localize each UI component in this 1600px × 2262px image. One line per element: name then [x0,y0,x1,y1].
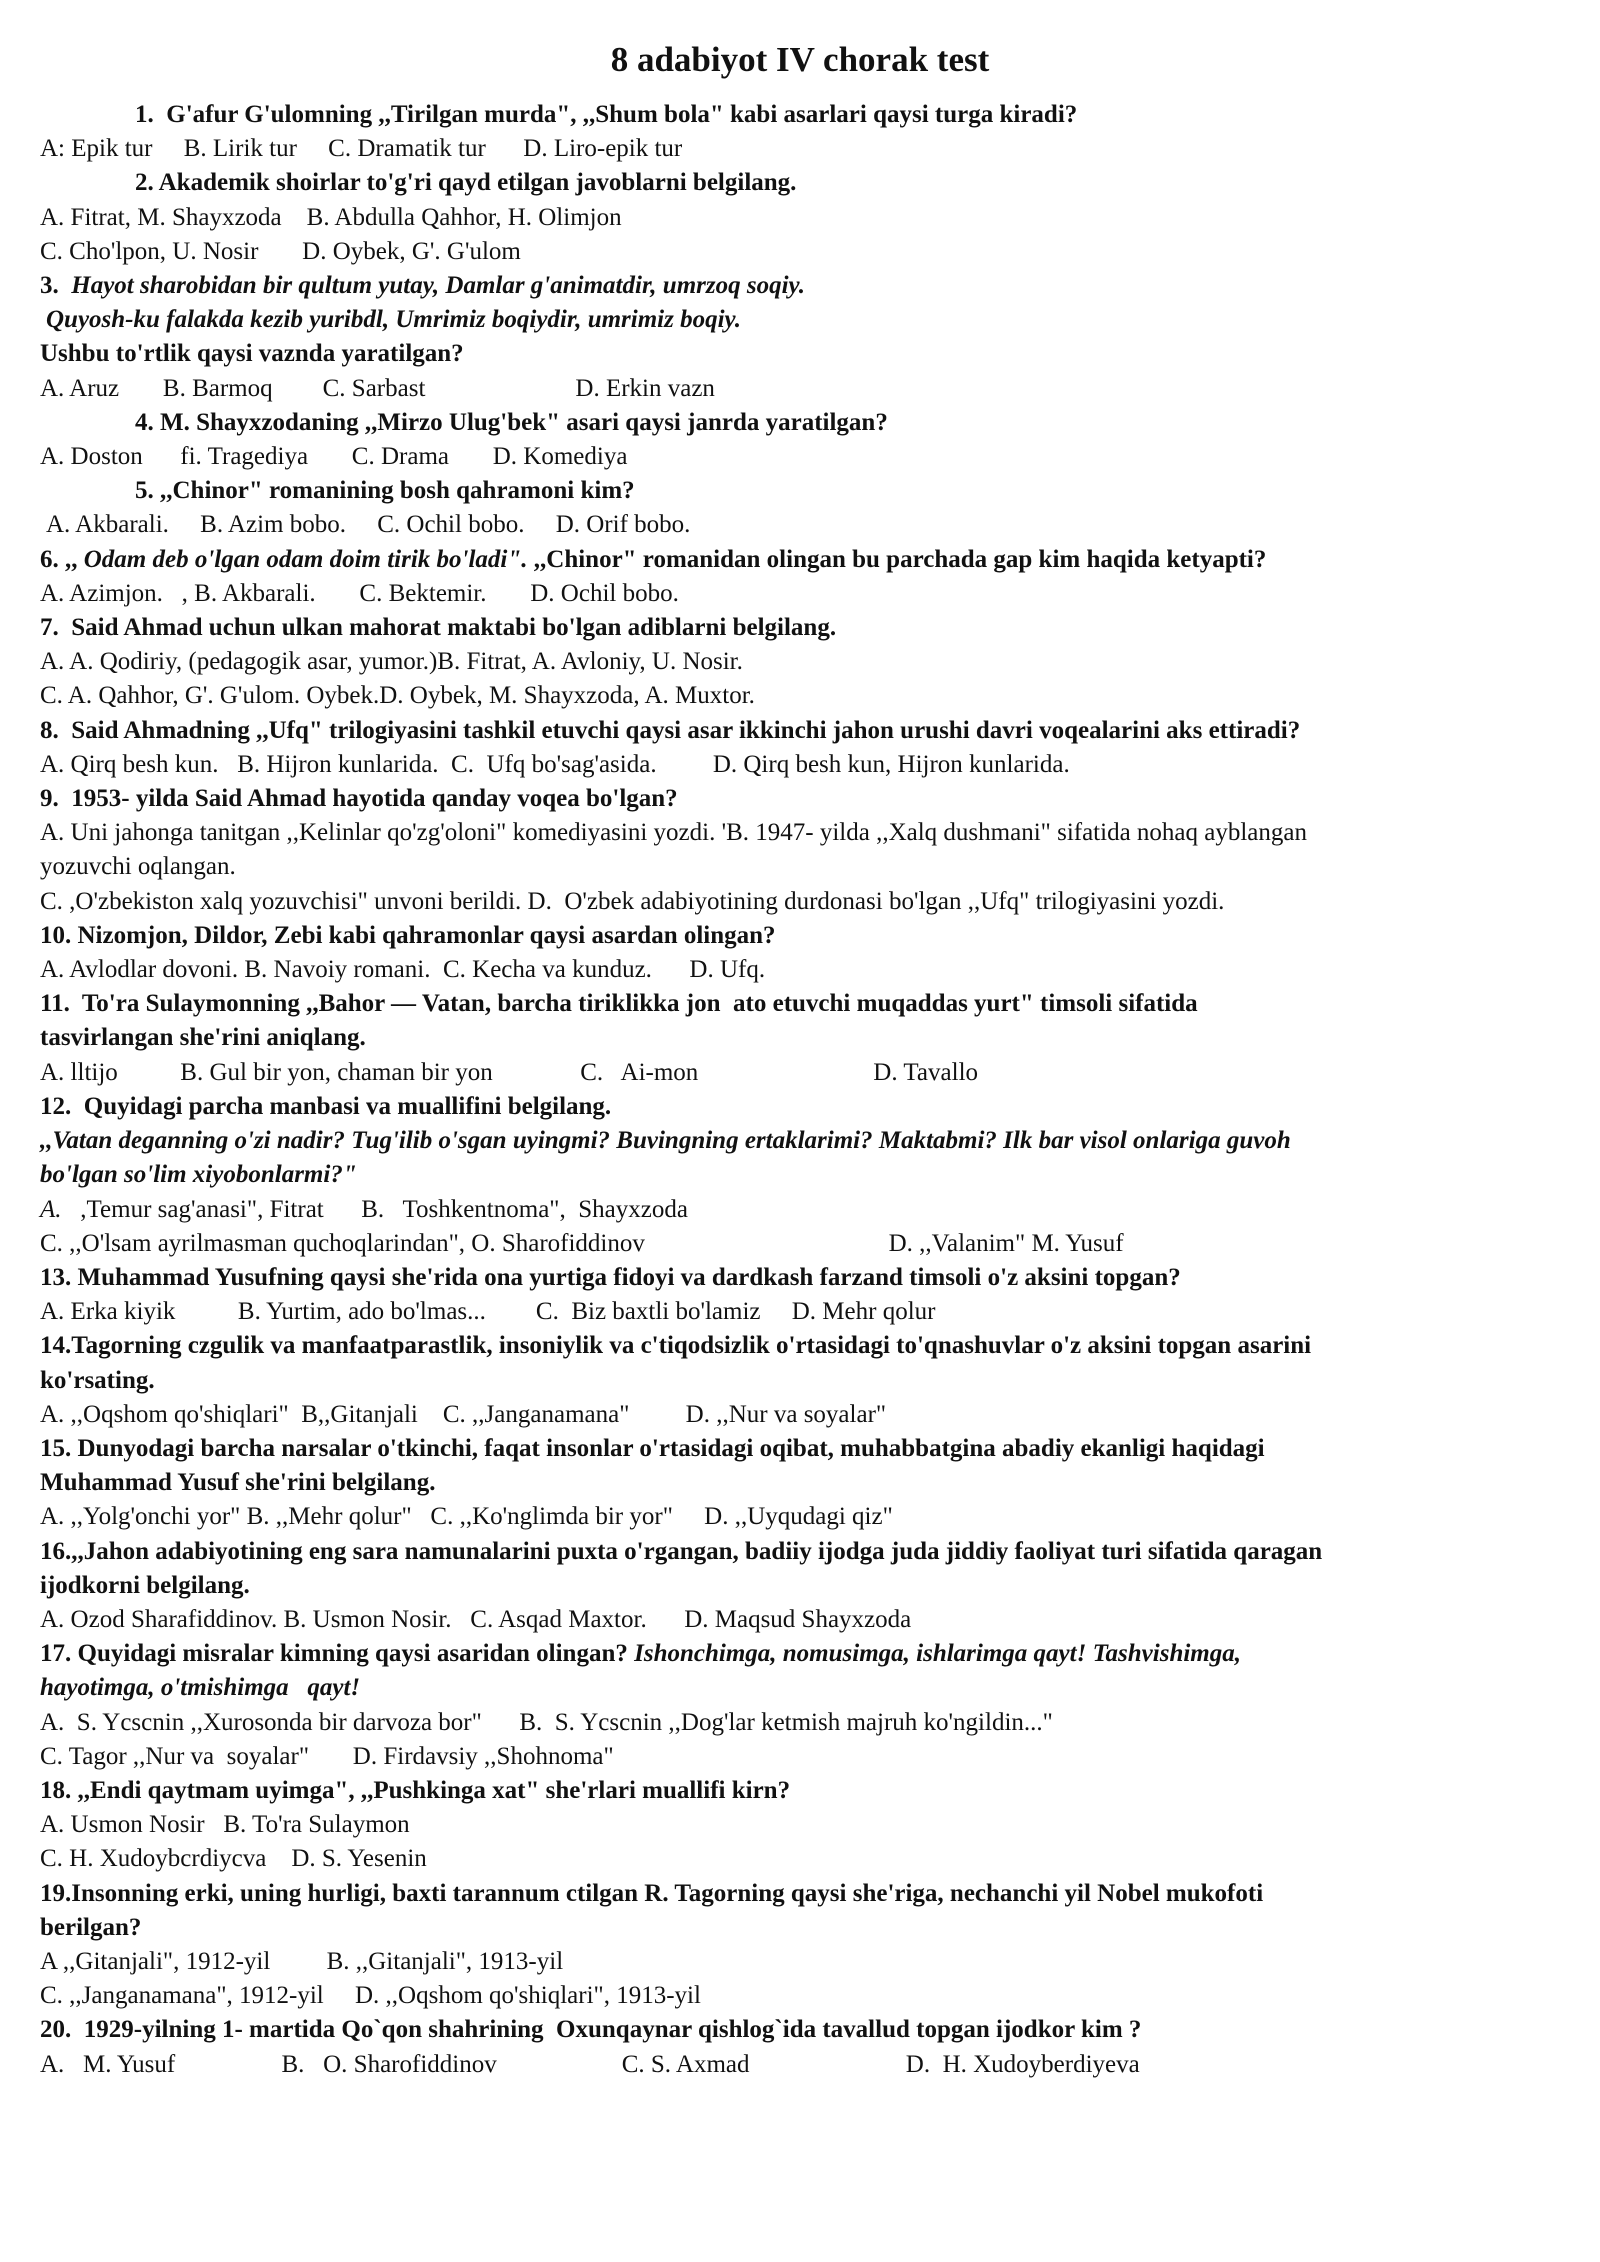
answer-text: A. Fitrat, M. Shayxzoda B. Abdulla Qahhor, H. Olimjon [40,203,622,231]
answer-text: C. ,,Janganamana", 1912-yil D. ,,Oqshom qo'shiqlari", 1913-yil [40,1982,701,2010]
answer-line [40,1193,1560,1227]
answer-text: A. Avlodlar dovoni. B. Navoiy romani. C. Kecha va kunduz. D. Ufq. [40,956,766,984]
answer-text: C. A. Qahhor, G'. G'ulom. Oybek.D. Oybek, M. Shayxzoda, A. Muxtor. [40,682,755,710]
question-text: 9. 1953- yilda Said Ahmad hayotida qanday voqea bo'lgan? [40,785,678,813]
question-text: 2. Akademik shoirlar to'g'ri qayd etilgan javoblarni belgilang. [135,169,797,197]
question-line [40,1569,1560,1603]
question-line [40,1637,1560,1671]
answer-text: A. Qirq besh kun. B. Hijron kunlarida. C. Ufq bo'sag'asida. D. Qirq besh kun, Hijron kunlarida. [40,750,1070,778]
question-line [40,337,1560,371]
answer-text: C. Cho'lpon, U. Nosir D. Oybek, G'. G'ulom [40,237,521,265]
answer-text: C. ,O'zbekiston xalq yozuvchisi" unvoni berildi. D. O'zbek adabiyotining durdonasi bo'lgan ,,Ufq" trilogiyasini yozdi. [40,887,1225,915]
question-text: ,,Chinor" romanidan olingan bu parchada gap kim haqida ketyapti? [527,545,1267,573]
question-line [40,1432,1560,1466]
question-list [40,98,1560,2082]
question-line [40,406,1560,440]
answer-text: A. ,,Oqshom qo'shiqlari" B,,Gitanjali C. ,,Janganamana" D. ,,Nur va soyalar" [40,1400,887,1428]
question-line [40,1158,1560,1192]
answer-text: A ,,Gitanjali", 1912-yil B. ,,Gitanjali", 1913-yil [40,1947,564,1975]
answer-text: C. Tagor ,,Nur va soyalar" D. Firdavsiy ,,Shohnoma" [40,1742,614,1770]
question-line [40,1535,1560,1569]
answer-line [40,953,1560,987]
question-text: tasvirlangan she'rini aniqlang. [40,1024,366,1052]
question-line [40,1261,1560,1295]
question-line [40,1090,1560,1124]
answer-line [40,748,1560,782]
answer-line [40,235,1560,269]
answer-line [40,850,1560,884]
question-text: Odam deb o'lgan odam doim tirik bo'ladi". [83,545,528,573]
answer-line [40,1295,1560,1329]
answer-line [40,1808,1560,1842]
question-text: 13. Muhammad Yusufning qaysi she'rida ona yurtiga fidoyi va dardkash farzand timsoli o'z aksini topgan? [40,1263,1181,1291]
question-text: Quyosh-ku falakda kezib yuribdl, Umrimiz boqiydir, umrimiz boqiy. [46,306,741,334]
question-line [40,919,1560,953]
answer-text: yozuvchi oqlangan. [40,853,236,881]
answer-text: A. S. Ycscnin ,,Xurosonda bir darvoza bor" B. S. Ycscnin ,,Dog'lar ketmish majruh ko'ngildin..." [40,1708,1053,1736]
answer-line [40,132,1560,166]
question-text: 4. M. Shayxzodaning ,,Mirzo Ulug'bek" asari qaysi janrda yaratilgan? [135,408,888,436]
answer-line [40,1706,1560,1740]
question-text: 5. ,,Chinor" romanining bosh qahramoni kim? [135,477,635,505]
question-line [40,1466,1560,1500]
question-text: 20. 1929-yilning 1- martida Qo`qon shahrining Oxunqaynar qishlog`ida tavallud topgan ijodkor kim ? [40,2016,1142,2044]
answer-text: A. A. Qodiriy, (pedagogik asar, yumor.)B. Fitrat, A. Avloniy, U. Nosir. [40,648,743,676]
question-text: bo'lgan so'lim xiyobonlarmi?" [40,1161,357,1189]
question-text: 6. ,, [40,545,84,573]
answer-text: A. Ozod Sharafiddinov. B. Usmon Nosir. C. Asqad Maxtor. D. Maqsud Shayxzoda [40,1605,912,1633]
answer-text: A. Azimjon. , B. Akbarali. C. Bektemir. D. Ochil bobo. [40,579,679,607]
question-line [40,1911,1560,1945]
question-text: 12. Quyidagi parcha manbasi va muallifini belgilang. [40,1092,612,1120]
question-text: Ishonchimga, nomusimga, ishlarimga qayt! Tashvishimga, [634,1640,1241,1668]
question-line [40,2013,1560,2047]
question-line [40,166,1560,200]
answer-line [40,1227,1560,1261]
question-line [40,543,1560,577]
answer-text: A. Akbarali. B. Azim bobo. C. Ochil bobo. D. Orif bobo. [46,511,691,539]
answer-text: A. [40,1195,62,1223]
question-text: ijodkorni belgilang. [40,1571,250,1599]
question-text: Hayot sharobidan bir qultum yutay, Damlar g'animatdir, umrzoq soqiy. [71,272,805,300]
answer-line [40,201,1560,235]
question-text: 11. To'ra Sulaymonning ,,Bahor — Vatan, barcha tiriklikka jon ato etuvchi muqaddas yurt" timsoli sifatida [40,990,1198,1018]
question-line [40,714,1560,748]
answer-line [40,1842,1560,1876]
question-text: 19.Insonning erki, uning hurligi, baxti tarannum ctilgan R. Tagorning qaysi she'riga, nechanchi yil Nobel mukofoti [40,1879,1264,1907]
question-text: 16.,,Jahon adabiyotining eng sara namunalarini puxta o'rgangan, badiiy ijodga juda jiddiy faoliyat turi sifatida qaragan [40,1537,1323,1565]
question-text: 14.Tagorning czgulik va manfaatparastlik, insoniylik va c'tiqodsizlik o'rtasidagi to'qnashuvlar o'z aksini topgan asarini [40,1332,1312,1360]
question-text: 15. Dunyodagi barcha narsalar o'tkinchi, faqat insonlar o'rtasidagi oqibat, muhabbatgina abadiy ekanligi haqidagi [40,1434,1265,1462]
answer-text: A. M. Yusuf B. O. Sharofiddinov C. S. Axmad D. H. Xudoyberdiyeva [40,2050,1140,2078]
answer-text: A. ,,Yolg'onchi yor" B. ,,Mehr qolur" C. ,,Ko'nglimda bir yor" D. ,,Uyqudagi qiz" [40,1503,893,1531]
answer-line [40,508,1560,542]
question-text: 18. ,,Endi qaytmam uyimga", ,,Pushkinga xat" she'rlari muallifi kirn? [40,1776,791,1804]
question-line [40,303,1560,337]
question-line [40,1364,1560,1398]
answer-line [40,2048,1560,2082]
answer-text: A: Epik tur B. Lirik tur C. Dramatik tur D. Liro-epik tur [40,135,683,163]
answer-line [40,372,1560,406]
question-text: berilgan? [40,1913,142,1941]
question-text: 8. Said Ahmadning ,,Ufq" trilogiyasini tashkil etuvchi qaysi asar ikkinchi jahon urushi davri voqealarini aks ettiradi? [40,716,1301,744]
answer-text: C. ,,O'lsam ayrilmasman quchoqlarindan", O. Sharofiddinov D. ,,Valanim" M. Yusuf [40,1229,1124,1257]
answer-text: A. Usmon Nosir B. To'ra Sulaymon [40,1811,410,1839]
answer-line [40,816,1560,850]
question-text: hayotimga, o'tmishimga qayt! [40,1674,361,1702]
answer-line [40,885,1560,919]
answer-line [40,1056,1560,1090]
answer-line [40,679,1560,713]
question-line [40,987,1560,1021]
question-line [40,1671,1560,1705]
answer-text: A. Uni jahonga tanitgan ,,Kelinlar qo'zg'oloni" komediyasini yozdi. 'B. 1947- yilda ,,Xalq dushmani" sifatida nohaq ayblangan [40,819,1308,847]
answer-line [40,1603,1560,1637]
question-text: ,,Vatan deganning o'zi nadir? Tug'ilib o'sgan uyingmi? Buvingning ertaklarimi? Maktabmi? Ilk bar visol onlariga guvoh [40,1127,1291,1155]
question-line [40,474,1560,508]
answer-text: A. lltijo B. Gul bir yon, chaman bir yon C. Ai-mon D. Tavallo [40,1058,979,1086]
answer-line [40,577,1560,611]
answer-line [40,645,1560,679]
question-line [40,269,1560,303]
question-text: 1. G'afur G'ulomning ,,Tirilgan murda", ,,Shum bola" kabi asarlari qaysi turga kiradi? [135,101,1078,128]
question-line [40,1124,1560,1158]
question-line [40,782,1560,816]
answer-line [40,1500,1560,1534]
question-line [40,1021,1560,1055]
answer-text: ,Temur sag'anasi", Fitrat B. Toshkentnoma", Shayxzoda [61,1195,688,1223]
answer-line [40,1979,1560,2013]
question-text: 10. Nizomjon, Dildor, Zebi kabi qahramonlar qaysi asardan olingan? [40,921,776,949]
question-text: Muhammad Yusuf she'rini belgilang. [40,1469,436,1497]
question-line [40,1877,1560,1911]
answer-line [40,1398,1560,1432]
answer-text: C. H. Xudoybcrdiycva D. S. Yesenin [40,1845,427,1873]
page-title: 8 adabiyot IV chorak test [610,40,990,79]
answer-text: A. Erka kiyik B. Yurtim, ado bo'lmas... C. Biz baxtli bo'lamiz D. Mehr qolur [40,1298,936,1326]
question-text: ko'rsating. [40,1366,155,1394]
answer-text: A. Aruz B. Barmoq C. Sarbast D. Erkin vazn [40,374,715,402]
question-text: Ushbu to'rtlik qaysi vaznda yaratilgan? [40,340,464,368]
question-line [40,98,1560,132]
question-line [40,611,1560,645]
answer-line [40,1740,1560,1774]
answer-text: A. Doston fi. Tragediya C. Drama D. Komediya [40,443,628,471]
question-text: 3. [40,272,72,300]
question-text: 7. Said Ahmad uchun ulkan mahorat maktabi bo'lgan adiblarni belgilang. [40,614,837,642]
question-line [40,1329,1560,1363]
question-text: 17. Quyidagi misralar kimning qaysi asaridan olingan? [40,1640,635,1668]
answer-line [40,440,1560,474]
answer-line [40,1945,1560,1979]
question-line [40,1774,1560,1808]
